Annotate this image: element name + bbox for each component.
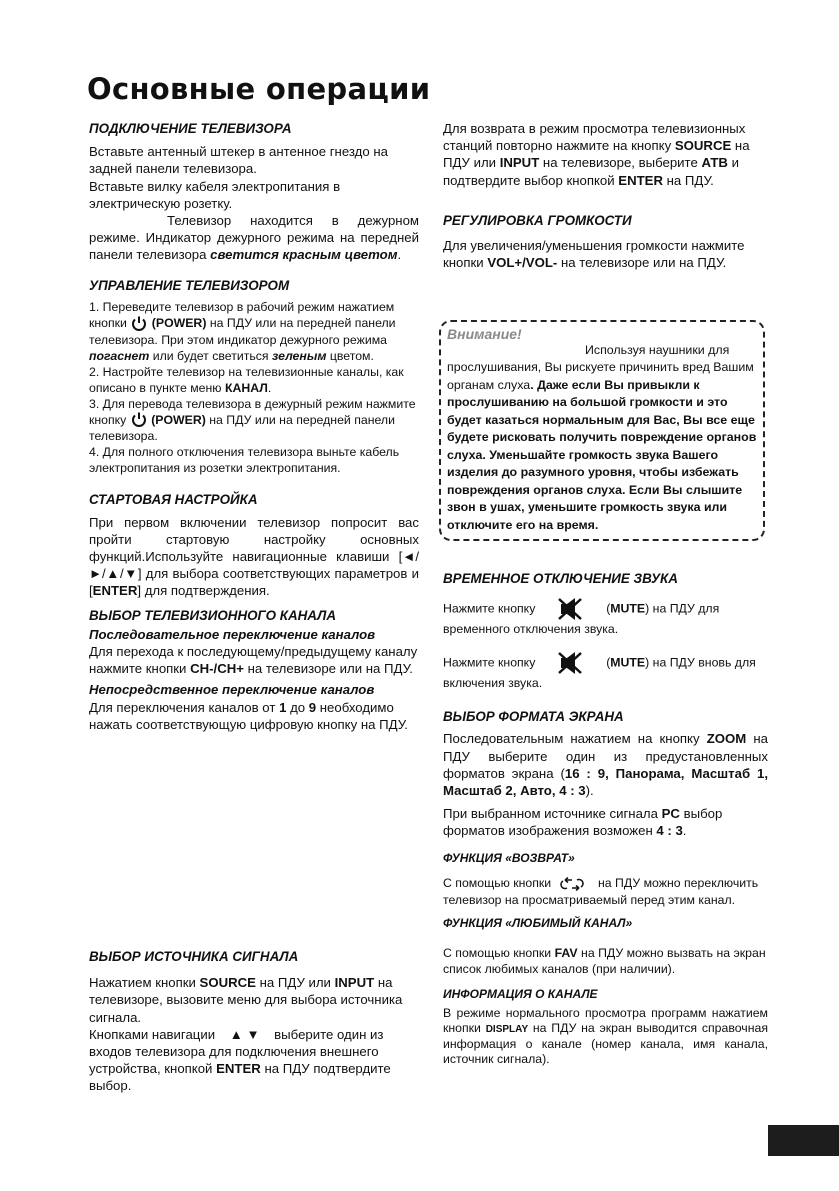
favorite-text: С помощью кнопки FAV на ПДУ можно вызвать на экран список любимых каналов (при наличии). (443, 946, 766, 977)
page-title: Основные операции (87, 72, 431, 106)
section-heading-format: ВЫБОР ФОРМАТА ЭКРАНА (443, 709, 624, 725)
right-column (443, 120, 768, 271)
warning-text: Используя наушники для прослушивания, Вы рискуете причинить вред Вашим органам слуха. Даже если Вы привыкли к прослушиванию на большой громкости и это будет казаться нормальным для Вас, Вы все еще будете рисковать получить повреждение органов слуха. Уменьшайте громкость звука Вашего изделия до разумного уровня, чтобы избежать повреждения органов слуха. Если Вы слышите звон в ушах, уменьшите громкость звука или отключите его на время. (447, 342, 757, 532)
format-text: Последовательным нажатием на кнопку ZOOM на ПДУ выберите один из предустановленных форматов экрана (16 : 9, Панорама, Масштаб 1, Масштаб 2, Авто, 4 : 3). (443, 731, 769, 799)
control-list: 1. Переведите телевизор в рабочий режим нажатием кнопки (POWER) на ПДУ или на передней панели телевизора. При этом индикатор дежурного режима погаснет или будет светиться зеленым цветом. 2. Настройте телевизор на телевизионные каналы, как описано в пункте меню КАНАЛ. 3. Для перевода телевизора в дежурный режим нажмите кнопку (POWER) на ПДУ или на передней панели телевизора. 4. Для полного отключения телевизора выньте кабель электропитания из розетки электропитания. (89, 299, 416, 476)
connect-text: Вставьте антенный штекер в антенное гнездо на задней панели телевизора. (89, 144, 388, 177)
mute-icon (539, 651, 603, 675)
warning-title: Внимание! (447, 326, 522, 342)
section-heading-return: ФУНКЦИЯ «ВОЗВРАТ» (443, 850, 575, 865)
connect-text: Вставьте вилку кабеля электропитания в электрическую розетку. (89, 178, 341, 211)
warning-box (439, 320, 765, 541)
channel-text: Для перехода к последующему/предыдущему каналу нажмите кнопки CH-/CH+ на телевизоре или на ПДУ. (89, 643, 418, 677)
mute-icon (539, 597, 603, 621)
format-text: При выбранном источнике сигнала PC выбор форматов изображения возможен 4 : 3. (443, 806, 723, 839)
arrow-icons: ▲ ▼ (229, 1026, 260, 1042)
section-heading-control: УПРАВЛЕНИЕ ТЕЛЕВИЗОРОМ (89, 277, 290, 293)
section-heading-favorite: ФУНКЦИЯ «ЛЮБИМЫЙ КАНАЛ» (443, 915, 633, 930)
power-icon (130, 316, 148, 332)
section-heading-setup: СТАРТОВАЯ НАСТРОЙКА (89, 492, 258, 508)
volume-text: Для увеличения/уменьшения громкости нажмите кнопки VOL+/VOL- на телевизоре или на ПДУ. (443, 238, 745, 271)
mute-text: Нажмите кнопку (MUTE) на ПДУ для временного отключения звука. (443, 597, 768, 637)
section-heading-info: ИНФОРМАЦИЯ О КАНАЛЕ (443, 987, 598, 1002)
page-tab-marker (768, 1125, 839, 1156)
connect-text: Телевизор находится в дежурном режиме. Индикатор дежурного режима на передней панели телевизора светится красным цветом. (89, 213, 419, 263)
return-text: С помощью кнопки на ПДУ можно переключить телевизор на просматриваемый перед этим канал. (443, 875, 759, 907)
section-heading-channel: ВЫБОР ТЕЛЕВИЗИОННОГО КАНАЛА (89, 607, 337, 623)
section-heading-source: ВЫБОР ИСТОЧНИКА СИГНАЛА (89, 949, 299, 964)
channel-text: Для переключения каналов от 1 до 9 необходимо нажать соответствующую цифровую кнопку на ПДУ. (89, 699, 408, 732)
return-source-text: Для возврата в режим просмотра телевизионных станций повторно нажмите на кнопку SOURCE на ПДУ или INPUT на телевизоре, выберите АТВ и подтвердите выбор кнопкой ENTER на ПДУ. (443, 121, 750, 188)
info-text: В режиме нормального просмотра программ нажатием кнопки DISPLAY на ПДУ на экран выводится справочная информация о канале (номер канала, имя канала, источник сигнала). (443, 1006, 768, 1067)
left-column (89, 120, 419, 733)
section-heading-mute: ВРЕМЕННОЕ ОТКЛЮЧЕНИЕ ЗВУКА (443, 571, 678, 586)
left-column-bottom (89, 948, 419, 1095)
return-icon (555, 877, 595, 891)
right-column-lower (443, 570, 768, 1067)
channel-subheading: Последовательное переключение каналов (89, 626, 376, 642)
source-text: Кнопками навигации ▲ ▼ выберите один из входов телевизора для подключения внешнего устройства, кнопкой ENTER на ПДУ подтвердите выбор. (89, 1026, 391, 1094)
section-heading-volume: РЕГУЛИРОВКА ГРОМКОСТИ (443, 212, 632, 228)
power-icon (130, 412, 148, 428)
setup-text: При первом включении телевизор попросит вас пройти стартовую настройку основных функций.Используйте навигационные клавиши [◄/►/▲/▼] для выбора соответствующих параметров и [ENTER] для подтверждения. (89, 514, 419, 599)
source-text: Нажатием кнопки SOURCE на ПДУ или INPUT на телевизоре, вызовите меню для выбора источника сигнала. (89, 975, 403, 1025)
mute-text: Нажмите кнопку (MUTE) на ПДУ вновь для включения звука. (443, 651, 768, 691)
section-heading-connect: ПОДКЛЮЧЕНИЕ ТЕЛЕВИЗОРА (89, 121, 292, 136)
channel-subheading: Непосредственное переключение каналов (89, 682, 375, 698)
